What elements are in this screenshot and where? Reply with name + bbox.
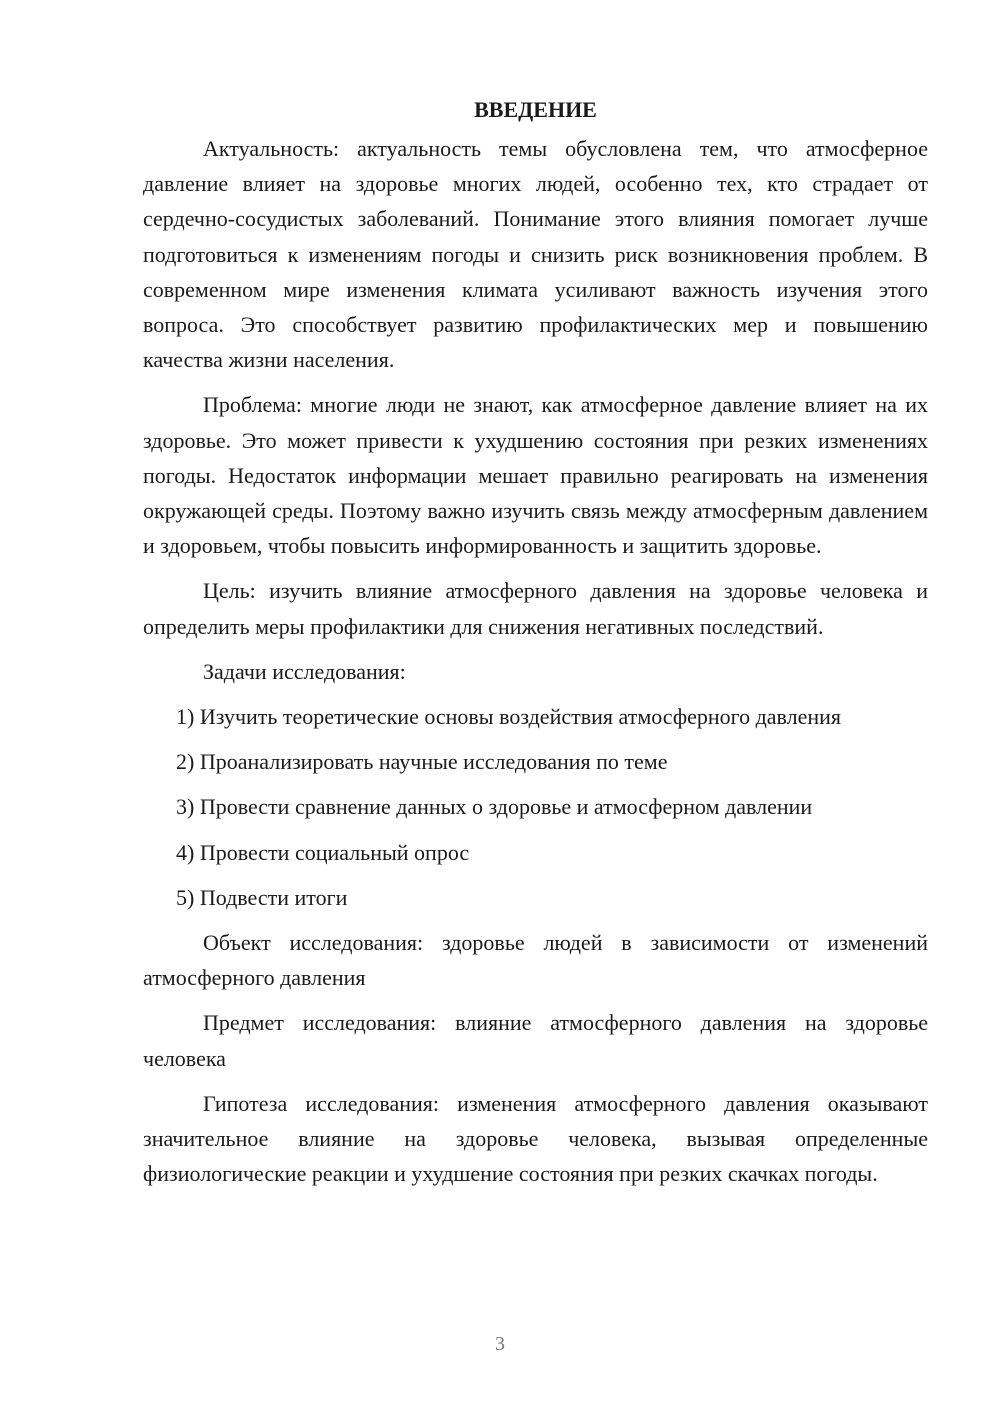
tasks-list xyxy=(143,699,928,915)
relevance-paragraph: Актуальность: актуальность темы обусловлена тем, что атмосферное давление влияет на здоровье многих людей, особенно тех, кто страдает от сердечно-сосудистых заболеваний. Понимание этого влияния помогает лучше подготовиться к изменениям погоды и снизить риск возникновения проблем. В современном мире изменения климата усиливают важность изучения этого вопроса. Это способствует развитию профилактических мер и повышению качества жизни населения. xyxy=(143,136,928,373)
hypothesis-paragraph: Гипотеза исследования: изменения атмосферного давления оказывают значительное влияние на здоровье человека, вызывая определенные физиологические реакции и ухудшение состояния при резких скачках погоды. xyxy=(143,1090,928,1187)
object-paragraph: Объект исследования: здоровье людей в зависимости от изменений атмосферного давления xyxy=(143,930,928,991)
page-number: 3 xyxy=(495,1333,505,1355)
list-item: 4) Провести социальный опрос xyxy=(176,839,470,865)
tasks-heading: Задачи исследования: xyxy=(203,658,406,684)
list-item: 2) Проанализировать научные исследования по теме xyxy=(176,749,668,775)
list-item: 1) Изучить теоретические основы воздействия атмосферного давления xyxy=(176,704,842,730)
page-title: ВВЕДЕНИЕ xyxy=(474,97,597,122)
subject-paragraph: Предмет исследования: влияние атмосферного давления на здоровье человека xyxy=(143,1010,928,1071)
problem-paragraph: Проблема: многие люди не знают, как атмосферное давление влияет на их здоровье. Это может привести к ухудшению состояния при резких изменениях погоды. Недостаток информации мешает правильно реагировать на изменения окружающей среды. Поэтому важно изучить связь между атмосферным давлением и здоровьем, чтобы повысить информированность и защитить здоровье. xyxy=(143,392,928,559)
list-item: 5) Подвести итоги xyxy=(176,884,348,910)
document-page xyxy=(143,92,928,1201)
list-item: 3) Провести сравнение данных о здоровье и атмосферном давлении xyxy=(176,794,813,820)
goal-paragraph: Цель: изучить влияние атмосферного давления на здоровье человека и определить меры профилактики для снижения негативных последствий. xyxy=(143,578,928,639)
